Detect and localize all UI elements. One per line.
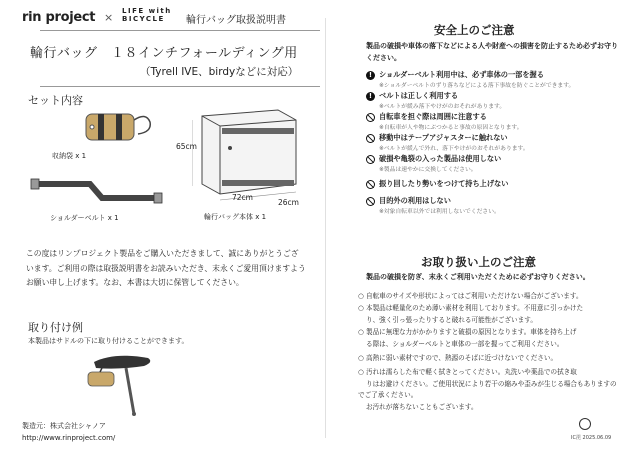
safety-intro: 製品の破損や車体の落下などによる人や財産への損害を防止するため必ずお守りください。 [366, 42, 618, 62]
handling-line [358, 379, 620, 401]
handling-line [358, 402, 620, 413]
handling-line-text: 汚れは濡らした布で軽く拭きとってください。丸洗いや薬品での拭き取 [366, 368, 577, 376]
prohibited-icon [366, 113, 375, 122]
document-title: 輪行バッグ取扱説明書 [186, 15, 286, 26]
collab-logo-line2: BICYCLE [122, 15, 165, 23]
bag-label: 輪行バッグ本体 x 1 [204, 213, 267, 221]
safety-item-title: 破損や亀裂の入った製品は使用しない [379, 154, 502, 163]
warning-icon: ! [366, 71, 375, 80]
product-subtitle: （Tyrell IVE、birdyなどに対応） [140, 66, 299, 78]
header-rule [40, 30, 320, 31]
handling-intro: 製品の破損を防ぎ、末永くご利用いただくために必ずお守りください。 [366, 273, 590, 281]
safety-heading: 安全上のご注意 [434, 23, 515, 37]
bullet-mark: ○ [358, 304, 364, 312]
mounting-heading: 取り付け例 [28, 321, 83, 334]
collab-logo-line1: LIFE with [122, 7, 172, 15]
mounting-example-image [74, 348, 164, 418]
shoulder-strap-image [30, 176, 164, 212]
handling-line-text: り、強く引っ張ったりすると破れる可能性がございます。 [366, 316, 537, 324]
safety-item-note: ※ベルトが緩み落下やけがのおそれがあります。 [379, 104, 506, 110]
safety-item-note: ※対象自転車以外では利用しないでください。 [379, 209, 500, 215]
website-link[interactable]: http://www.rinproject.com/ [22, 434, 116, 442]
handling-line-text: 本製品は軽量化のため薄い素材を利用しております。不用意に引っかけた [366, 304, 584, 312]
safety-item-title: 移動中はテープアジャスターに触れない [379, 133, 508, 142]
bullet-mark: ○ [358, 354, 364, 362]
bag-width-dimension: 72cm [232, 193, 253, 202]
collab-logo [122, 7, 172, 23]
safety-item-note: ※ショルダーベルトのずり落ちなどによる落下事故を防ぐことができます。 [379, 83, 575, 89]
handling-line-text: りはお避けください。ご使用状況により若干の縮みや歪みが生じる場合もありますのでご了承ください。 [358, 380, 617, 399]
storage-pouch-image [76, 106, 156, 150]
pouch-label: 収納袋 x 1 [52, 152, 87, 160]
document-code: IC毘 2025.06.09 [571, 435, 612, 441]
handling-line [358, 339, 620, 350]
handling-line-text: お汚れが落ちないこともございます。 [366, 403, 478, 411]
handling-line-text: る際は、ショルダーベルトと車体の一部を握ってご利用ください。 [366, 340, 564, 348]
bag-height-dimension: 65cm [176, 142, 197, 151]
safety-item-note: ※自転車が人や物にぶつかると事故の原因となります。 [379, 125, 523, 131]
handling-line-text: 製品に無理な力がかかりますと破損の原因となります。車体を持ち上げ [366, 328, 577, 336]
product-title: 輪行バッグ １８インチフォールディング用 [30, 46, 298, 61]
bag-depth-dimension: 26cm [278, 198, 299, 207]
recycle-icon [579, 418, 591, 430]
safety-item-title: 目的外の利用はしない [379, 196, 451, 205]
strap-label: ショルダーベルト x 1 [50, 214, 119, 222]
safety-item-note: ※製品は速やかに交換してください。 [379, 167, 477, 173]
safety-item-title: ベルトは正しく利用する [379, 91, 459, 100]
safety-item-title: 振り回したり勢いをつけて持ち上げない [379, 179, 509, 188]
title-rule [40, 86, 320, 87]
prohibited-icon [366, 197, 375, 206]
prohibited-icon [366, 155, 375, 164]
safety-item-title: ショルダーベルト利用中は、必ず車体の一部を握る [379, 70, 544, 79]
handling-line-text: 自転車のサイズや形状によってはご利用いただけない場合がございます。 [366, 292, 583, 300]
bag-body-image [192, 106, 312, 206]
safety-item-note: ※ベルトが緩んで外れ、落下やけがのおそれがあります。 [379, 146, 529, 152]
handling-line [358, 327, 620, 338]
prohibited-icon [366, 134, 375, 143]
handling-line [358, 291, 620, 302]
handling-line [358, 315, 620, 326]
handling-heading: お取り扱い上のご注意 [421, 255, 536, 269]
warning-icon: ! [366, 92, 375, 101]
handling-line [358, 367, 620, 378]
safety-item-title: 自転車を担ぐ際は周囲に注意する [379, 112, 487, 121]
handling-line [358, 303, 620, 314]
mounting-text: 本製品はサドルの下に取り付けることができます。 [28, 337, 189, 345]
collab-separator: × [104, 11, 114, 24]
bullet-mark: ○ [358, 328, 364, 336]
intro-paragraph: この度はリンプロジェクト製品をご購入いただきまして、誠にありがとうございます。ご利用の際は取扱説明書をお読みいただき、末永くご愛用頂けますようお願い申し上げます。なお、本書は大切に保管してください。 [26, 249, 306, 287]
column-divider [325, 18, 326, 438]
bullet-mark: ○ [358, 292, 364, 300]
prohibited-icon [366, 180, 375, 189]
bullet-mark: ○ [358, 368, 364, 376]
brand-logo: rin project [22, 10, 96, 25]
manufacturer: 製造元：株式会社シャノア [22, 422, 106, 430]
handling-line-text: 高熱に弱い素材ですので、熱源のそばに近づけないでください。 [366, 354, 558, 362]
handling-line [358, 353, 620, 364]
contents-heading: セット内容 [28, 94, 83, 107]
